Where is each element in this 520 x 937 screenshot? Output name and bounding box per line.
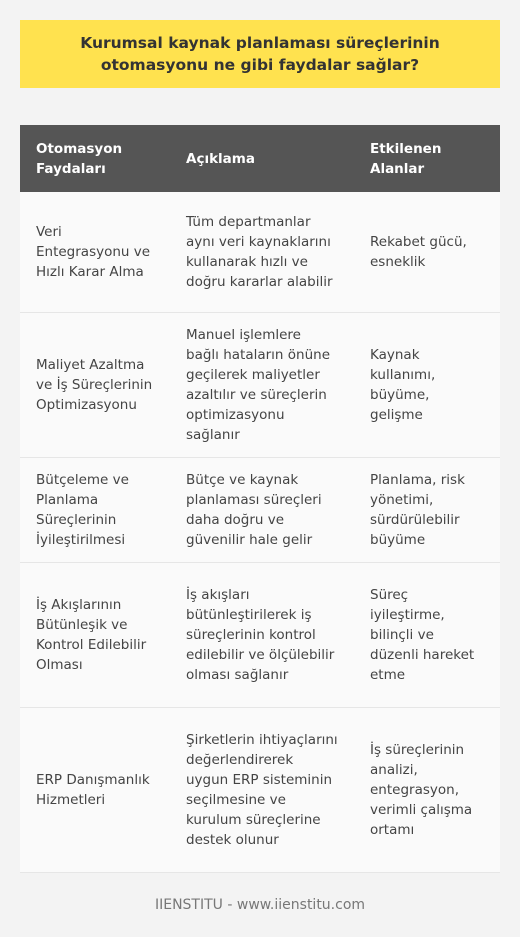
page-title: Kurumsal kaynak planlaması süreçlerinin otomasyonu ne gibi faydalar sağlar? xyxy=(20,20,500,88)
table-cell: ERP Danışmanlık Hizmetleri xyxy=(20,707,170,872)
table-cell: İş Akışlarının Bütünleşik ve Kontrol Edilebilir Olması xyxy=(20,562,170,707)
column-header: Otomasyon Faydaları xyxy=(20,125,170,192)
table-cell: Tüm departmanlar aynı veri kaynaklarını kullanarak hızlı ve doğru kararlar alabilir xyxy=(170,192,354,312)
column-header: Etkilenen Alanlar xyxy=(354,125,500,192)
benefits-table xyxy=(20,125,500,873)
table-row xyxy=(20,192,500,312)
table-row xyxy=(20,312,500,457)
table-cell: Kaynak kullanımı, büyüme, gelişme xyxy=(354,312,500,457)
table-cell: Planlama, risk yönetimi, sürdürülebilir büyüme xyxy=(354,457,500,562)
table-row xyxy=(20,707,500,872)
table-cell: Bütçe ve kaynak planlaması süreçleri daha doğru ve güvenilir hale gelir xyxy=(170,457,354,562)
table-row xyxy=(20,457,500,562)
table-row xyxy=(20,562,500,707)
column-header: Açıklama xyxy=(170,125,354,192)
table-cell: İş süreçlerinin analizi, entegrasyon, verimli çalışma ortamı xyxy=(354,707,500,872)
table-cell: Manuel işlemlere bağlı hataların önüne geçilerek maliyetler azaltılır ve süreçlerin optimizasyonu sağlanır xyxy=(170,312,354,457)
table-cell: Şirketlerin ihtiyaçlarını değerlendirerek uygun ERP sisteminin seçilmesine ve kurulum süreçlerine destek olunur xyxy=(170,707,354,872)
table-cell: Süreç iyileştirme, bilinçli ve düzenli hareket etme xyxy=(354,562,500,707)
footer-credit: IIENSTITU - www.iienstitu.com xyxy=(154,897,366,913)
table-cell: İş akışları bütünleştirilerek iş süreçlerinin kontrol edilebilir ve ölçülebilir olması sağlanır xyxy=(170,562,354,707)
table-cell: Rekabet gücü, esneklik xyxy=(354,192,500,312)
table-header-row xyxy=(20,125,500,192)
table-cell: Bütçeleme ve Planlama Süreçlerinin İyileştirilmesi xyxy=(20,457,170,562)
table-cell: Veri Entegrasyonu ve Hızlı Karar Alma xyxy=(20,192,170,312)
table-cell: Maliyet Azaltma ve İş Süreçlerinin Optimizasyonu xyxy=(20,312,170,457)
